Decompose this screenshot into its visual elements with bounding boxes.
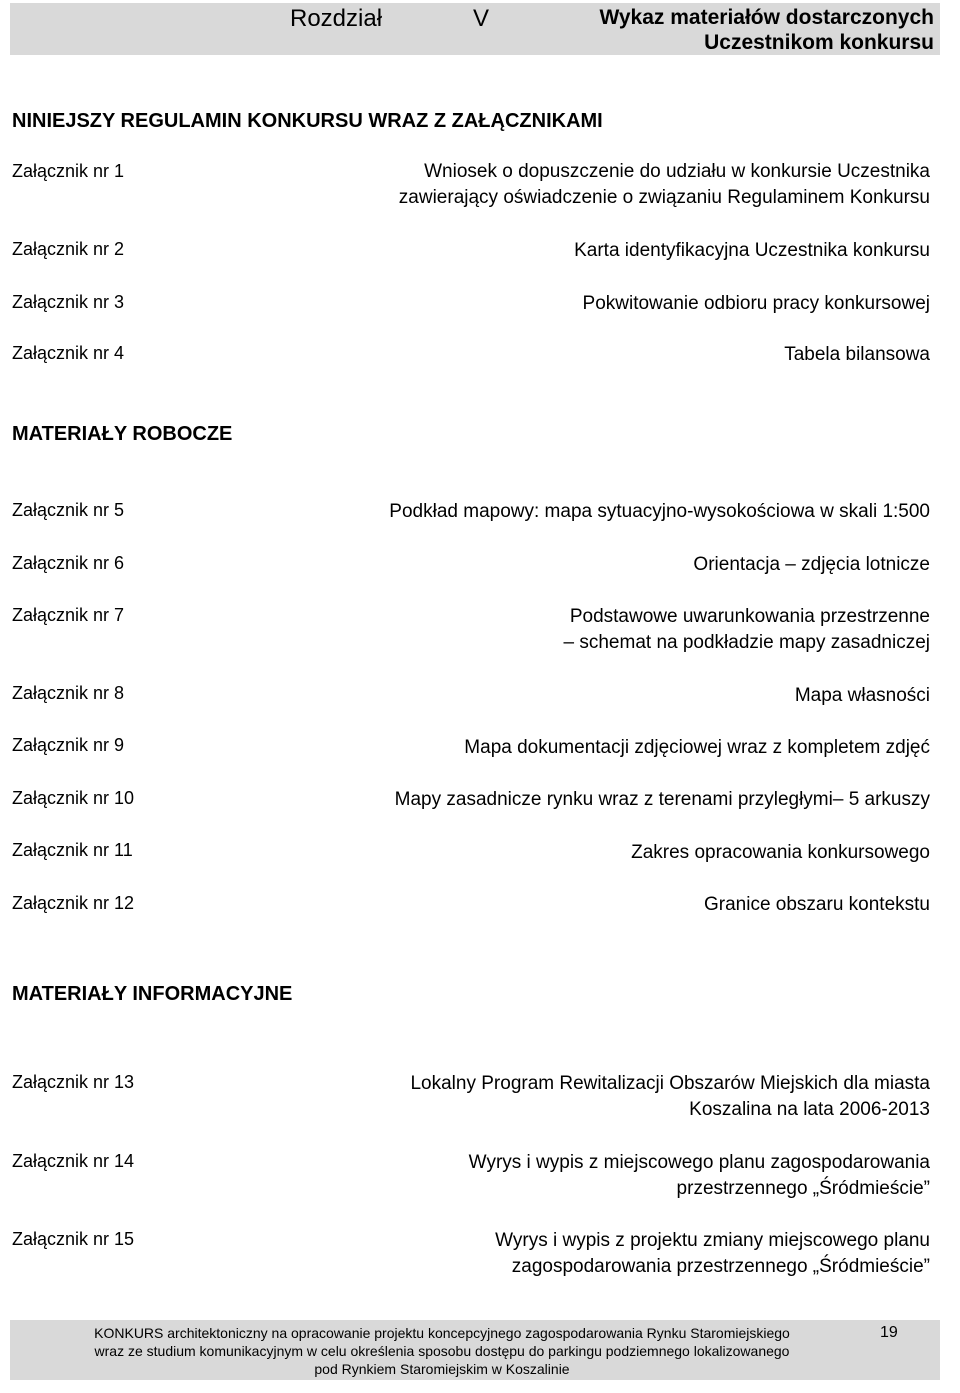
chapter-title-line-1: Wykaz materiałów dostarczonych	[599, 6, 934, 29]
chapter-title	[514, 5, 934, 55]
annex-description-line-2: – schemat na podkładzie mapy zasadniczej	[563, 632, 930, 653]
footer-text	[62, 1324, 822, 1378]
annex-description: Mapy zasadnicze rynku wraz z terenami przyległymi– 5 arkuszy	[394, 789, 930, 810]
annex-label: Załącznik nr 14	[12, 1151, 135, 1171]
section-heading-regulamin: NINIEJSZY REGULAMIN KONKURSU WRAZ Z ZAŁĄCZNIKAMI	[12, 110, 603, 132]
annex-description-line-1: Podstawowe uwarunkowania przestrzenne	[569, 606, 930, 627]
annex-description	[250, 1071, 930, 1123]
footer-line-3: pod Rynkiem Staromiejskim w Koszalinie	[314, 1361, 570, 1377]
annex-description-line-1: Wniosek o dopuszczenie do udziału w konkursie Uczestnika	[424, 161, 930, 182]
footer-line-2: wraz ze studium komunikacyjnym w celu określenia sposobu dostępu do parkingu podziemnego lokalizowanego	[94, 1343, 790, 1359]
annex-description-line-1: Wyrys i wypis z miejscowego planu zagospodarowania	[468, 1152, 930, 1173]
annex-label: Załącznik nr 8	[12, 683, 125, 703]
annex-description	[250, 159, 930, 211]
annex-label: Załącznik nr 12	[12, 893, 135, 913]
annex-label: Załącznik nr 6	[12, 553, 125, 573]
annex-description	[250, 604, 930, 656]
annex-label: Załącznik nr 5	[12, 500, 125, 520]
annex-label: Załącznik nr 2	[12, 239, 125, 259]
annex-label: Załącznik nr 10	[12, 788, 135, 808]
section-heading-materialy-robocze: MATERIAŁY ROBOCZE	[12, 423, 233, 445]
annex-label: Załącznik nr 4	[12, 343, 125, 363]
annex-description: Podkład mapowy: mapa sytuacyjno-wysokościowa w skali 1:500	[389, 501, 930, 522]
annex-description: Pokwitowanie odbioru pracy konkursowej	[582, 293, 930, 314]
annex-label: Załącznik nr 9	[12, 735, 125, 755]
annex-label: Załącznik nr 11	[12, 840, 133, 860]
annex-description-line-1: Wyrys i wypis z projektu zmiany miejscowego planu	[495, 1230, 930, 1251]
annex-description: Mapa dokumentacji zdjęciowej wraz z kompletem zdjęć	[464, 737, 930, 758]
page-number: 19	[880, 1324, 898, 1341]
annex-description: Zakres opracowania konkursowego	[631, 842, 930, 863]
annex-description-line-2: Koszalina na lata 2006-2013	[689, 1099, 930, 1120]
section-heading-materialy-informacyjne: MATERIAŁY INFORMACYJNE	[12, 983, 293, 1005]
annex-label: Załącznik nr 1	[12, 161, 125, 181]
annex-description: Granice obszaru kontekstu	[703, 894, 930, 915]
annex-description: Tabela bilansowa	[784, 344, 930, 365]
annex-description: Orientacja – zdjęcia lotnicze	[693, 554, 930, 575]
annex-label: Załącznik nr 3	[12, 292, 125, 312]
annex-description-line-2: przestrzennego „Śródmieście”	[676, 1178, 930, 1199]
annex-description: Mapa własności	[794, 685, 930, 706]
annex-description-line-2: zawierający oświadczenie o związaniu Regulaminem Konkursu	[398, 187, 930, 208]
annex-label: Załącznik nr 15	[12, 1229, 135, 1249]
chapter-label: Rozdział	[290, 5, 383, 32]
annex-label: Załącznik nr 7	[12, 605, 125, 625]
annex-label: Załącznik nr 13	[12, 1072, 135, 1092]
annex-description-line-1: Lokalny Program Rewitalizacji Obszarów Miejskich dla miasta	[410, 1073, 930, 1094]
annex-description: Karta identyfikacyjna Uczestnika konkursu	[574, 240, 930, 261]
footer-line-1: KONKURS architektoniczny na opracowanie projektu koncepcyjnego zagospodarowania Rynku Staromiejskiego	[94, 1325, 790, 1341]
annex-description-line-2: zagospodarowania przestrzennego „Śródmieście”	[511, 1256, 930, 1277]
annex-description	[250, 1150, 930, 1202]
chapter-title-line-2: Uczestnikom konkursu	[704, 31, 934, 54]
annex-description	[250, 1228, 930, 1280]
chapter-number: V	[473, 5, 490, 32]
